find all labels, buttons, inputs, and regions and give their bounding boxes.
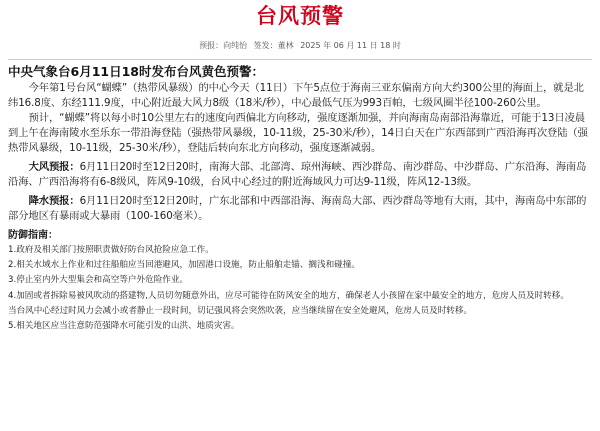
- defense-guide-list: [8, 243, 592, 334]
- wind-forecast-text: 6月11日20时至12日20时，南海大部、北部湾、琼州海峡、西沙群岛、南沙群岛、中沙群岛、广东沿海、海南岛沿海、广西沿海将有6-8级风，阵风9-10级，台风中心经过的附近海域风力可达9-11级，阵风12-13级。: [8, 161, 587, 188]
- page-title: 台风预警: [256, 4, 344, 28]
- divider: [8, 59, 592, 60]
- guide-item: 3.停止室内外大型集会和高空等户外危险作业。: [8, 275, 189, 286]
- paragraph-wind-forecast: [8, 160, 592, 190]
- issue-datetime: 2025 年 06 月 11 日 18 时: [300, 41, 401, 50]
- rain-forecast-label: 降水预报：: [28, 195, 80, 207]
- guide-item: 2.相关水域水上作业和过往船舶应当回港避风，加固港口设施，防止船舶走锚、搁浅和碰撞。: [8, 260, 360, 271]
- paragraph-typhoon-position: 今年第1号台风“蝴蝶”（热带风暴级）的中心今天（11日）下午5点位于海南三亚东偏南方向大约300公里的海面上，就是北纬16.8度、东经111.9度，中心附近最大风力8级（18米/秒），中心最低气压为993百帕，七级风圈半径100-260公里。: [8, 82, 584, 109]
- issuer: 签发：董林: [253, 41, 294, 50]
- rain-forecast-text: 6月11日20时至12日20时，广东北部和中西部沿海、海南岛大部、西沙群岛等地有大雨，其中，海南岛中东部的部分地区有暴雨或大暴雨（100-160毫米）。: [8, 195, 587, 222]
- guide-item: 当台风中心经过时风力会减小或者静止一段时间，切记强风将会突然吹袭，应当继续留在安全处避风，危房人员及时转移。: [8, 305, 473, 316]
- headline: 中央气象台6月11日18时发布台风黄色预警：: [8, 64, 264, 79]
- guide-item: 1.政府及相关部门按照职责做好防台风抢险应急工作。: [8, 245, 214, 255]
- guide-item: 4.加固或者拆除易被风吹动的搭建物,人员切勿随意外出，应尽可能待在防风安全的地方，确保老人小孩留在家中最安全的地方，危房人员及时转移。: [8, 290, 569, 301]
- paragraph-forecast-track: 预计，“蝴蝶”将以每小时10公里左右的速度向西偏北方向移动，强度逐渐加强，并向海南岛南部沿海靠近，可能于13日凌晨到上午在海南陵水至乐东一带沿海登陆（强热带风暴级，10-11级，25-30米/秒），14日白天在广东西部到广西沿海再次登陆（强热带风暴级，10-11级，25-30米/秒），登陆后转向东北方向移动，强度逐渐减弱。: [8, 112, 588, 154]
- meta-line: [0, 40, 600, 52]
- wind-forecast-label: 大风预报：: [28, 161, 80, 173]
- paragraph-rain-forecast: [8, 194, 592, 224]
- defense-guide-title: 防御指南：: [8, 230, 58, 241]
- guide-item: 5.相关地区应当注意防范强降水可能引发的山洪、地质灾害。: [8, 320, 240, 331]
- article-body: [8, 63, 592, 334]
- forecaster: 预报：向纯怡: [199, 41, 248, 50]
